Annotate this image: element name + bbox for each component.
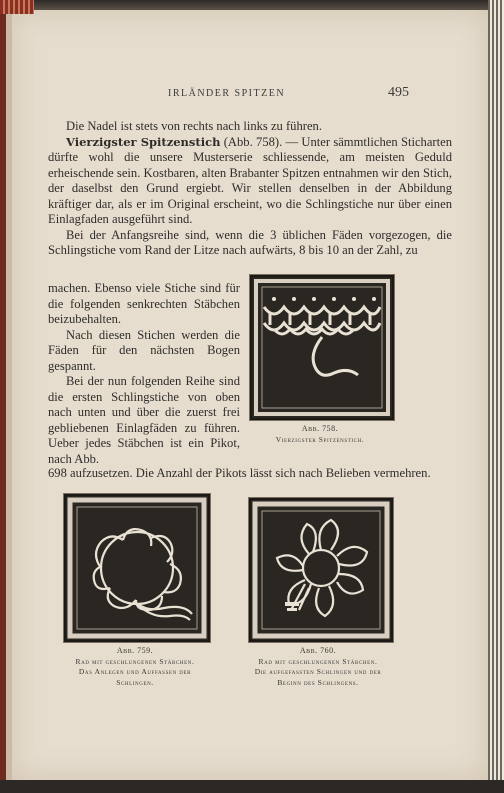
caption-759-number: Abb. 759. xyxy=(116,646,154,655)
paragraph-3-start: Bei der Anfangsreihe sind, wenn die 3 üblichen Fäden vorgezogen, die Schlingstiche vom Rand der Litze nach aufwärts, 8 bis 10 an der Zahl, zu xyxy=(48,227,452,257)
book-bottom-edge xyxy=(0,780,504,793)
paragraph-3-end: machen. Ebenso viele Stiche sind für die folgenden senkrechten Stäbchen beizubehalten. xyxy=(48,281,240,326)
caption-760-line-2: Die aufgefassten Schlingen und der xyxy=(254,667,382,676)
lace-pattern-759 xyxy=(66,496,208,640)
caption-760-line-1: Rad mit geschlungenen Stäbchen. xyxy=(258,656,378,666)
caption-759 xyxy=(50,646,220,688)
caption-760 xyxy=(228,646,408,688)
caption-760-number: Abb. 760. xyxy=(299,646,337,655)
paragraph-2-text: (Abb. 758). — Unter sämmtlichen Sticharten dürfte wohl die unsere Musterserie schliessende, am meisten Geduld erheischende sein. Kostbaren, alten Brabanter Spitzen entnahmen wir den Stich, der daselbst den Grund ergiebt. Wir stellen denselben in der Abbildung kräftiger dar, als er im Original erscheint, wo die Schlingstiche nur über einen Einlagfaden ausgeführt sind. xyxy=(48,134,452,226)
lace-pattern-758 xyxy=(252,277,392,418)
page-stack-edge xyxy=(488,0,504,793)
caption-758-title: Vierzigster Spitzenstich. xyxy=(275,434,365,444)
paragraph-4: Nach diesen Stichen werden die Fäden für den nächsten Bogen gespannt. xyxy=(48,327,240,373)
paragraph-2 xyxy=(48,135,452,228)
caption-759-line-2: Das Anlegen und Auffassen der xyxy=(78,667,192,676)
lace-image-759 xyxy=(64,494,210,642)
caption-759-line-1: Rad mit geschlungenen Stäbchen. xyxy=(75,656,195,666)
paragraph-5-end: 698 aufzusetzen. Die Anzahl der Pikots lässt sich nach Belieben vermehren. xyxy=(48,466,431,480)
lace-image-758 xyxy=(250,275,394,420)
lace-pattern-760 xyxy=(251,500,391,640)
paragraph-1: Die Nadel ist stets von rechts nach links zu führen. xyxy=(66,119,323,133)
page-number: 495 xyxy=(388,85,409,100)
caption-760-line-3: Beginn des Schlingens. xyxy=(277,677,359,687)
caption-758 xyxy=(238,424,402,445)
paragraph-5: Bei der nun folgenden Reihe sind die ersten Schlingstiche von oben nach unten und über die zuerst frei gebliebenen Einlagfäden zu führen. Ueber jedes Stäbchen ist ein Pikot, nach Abb. xyxy=(48,374,240,466)
body-text-bottom xyxy=(48,466,452,482)
library-tag xyxy=(0,0,34,14)
book-spine-edge xyxy=(0,0,12,793)
stitch-title: Vierzigster Spitzenstich xyxy=(66,134,221,149)
body-text-column xyxy=(48,281,240,467)
body-text-top xyxy=(48,119,452,259)
lace-image-760 xyxy=(249,498,393,642)
caption-758-number: Abb. 758. xyxy=(301,424,339,433)
book-top-edge xyxy=(0,0,504,10)
running-head: IRLÄNDER SPITZEN xyxy=(168,88,286,99)
caption-759-line-3: Schlingen. xyxy=(116,677,154,687)
